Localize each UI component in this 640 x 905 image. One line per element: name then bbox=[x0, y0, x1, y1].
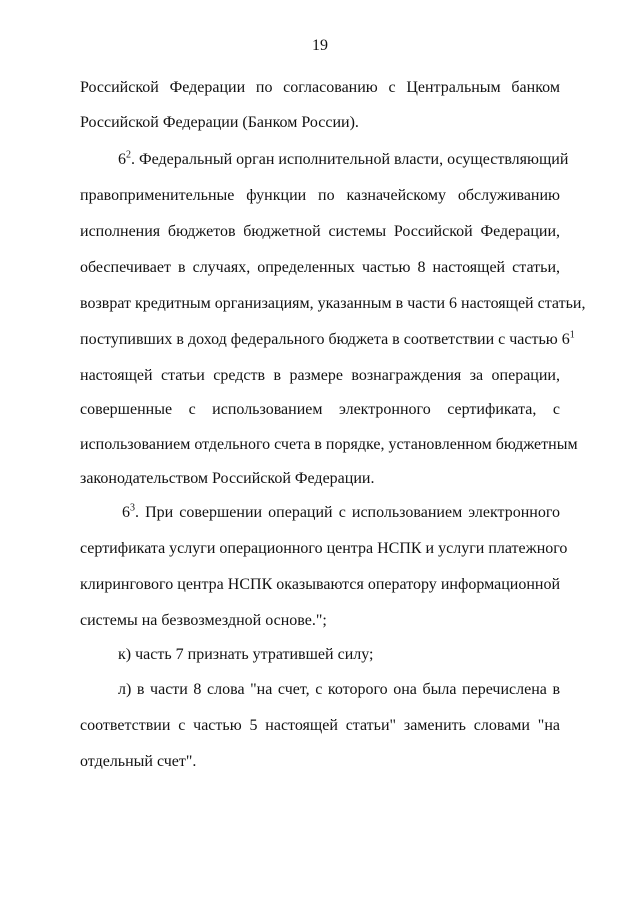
text-line: $6^3$. При совершении операций с использованием электронного bbox=[122, 502, 560, 521]
text-line: поступивших в доход федерального бюджета в соответствии с частью $6^1$ bbox=[80, 329, 575, 348]
text-line: к) часть 7 признать утратившей силу; bbox=[118, 646, 374, 663]
text-line: совершенные с использованием электронного сертификата, с bbox=[80, 401, 560, 418]
text-line: возврат кредитным организациям, указанным в части 6 настоящей статьи, bbox=[80, 295, 586, 312]
superscript: 1 bbox=[569, 329, 575, 341]
text-line: исполнения бюджетов бюджетной системы Российской Федерации, bbox=[80, 223, 560, 240]
superscript: 2 bbox=[126, 149, 131, 161]
text-line: л) в части 8 слова "на счет, с которого она была перечислена в bbox=[118, 681, 560, 698]
text-line: клирингового центра НСПК оказываются оператору информационной bbox=[80, 576, 560, 593]
text-line: законодательством Российской Федерации. bbox=[80, 470, 375, 487]
superscript: 3 bbox=[130, 502, 135, 514]
text-line: Российской Федерации (Банком России). bbox=[80, 114, 359, 131]
text-line: использованием отдельного счета в порядке, установленном бюджетным bbox=[80, 436, 578, 453]
text-line: Российской Федерации по согласованию с Центральным банком bbox=[80, 79, 560, 96]
text-line: настоящей статьи средств в размере вознаграждения за операции, bbox=[80, 367, 560, 384]
page-number: 19 bbox=[312, 37, 328, 54]
text-line: обеспечивает в случаях, определенных частью 8 настоящей статьи, bbox=[80, 259, 560, 276]
text-line: правоприменительные функции по казначейскому обслуживанию bbox=[80, 187, 560, 204]
text-line: сертификата услуги операционного центра НСПК и услуги платежного bbox=[80, 540, 568, 557]
text-line: $6^2$. Федеральный орган исполнительной власти, осуществляющий bbox=[118, 149, 569, 168]
text-line: отдельный счет". bbox=[80, 753, 197, 770]
text-line: соответствии с частью 5 настоящей статьи" заменить словами "на bbox=[80, 717, 560, 734]
text-line: системы на безвозмездной основе."; bbox=[80, 612, 327, 629]
